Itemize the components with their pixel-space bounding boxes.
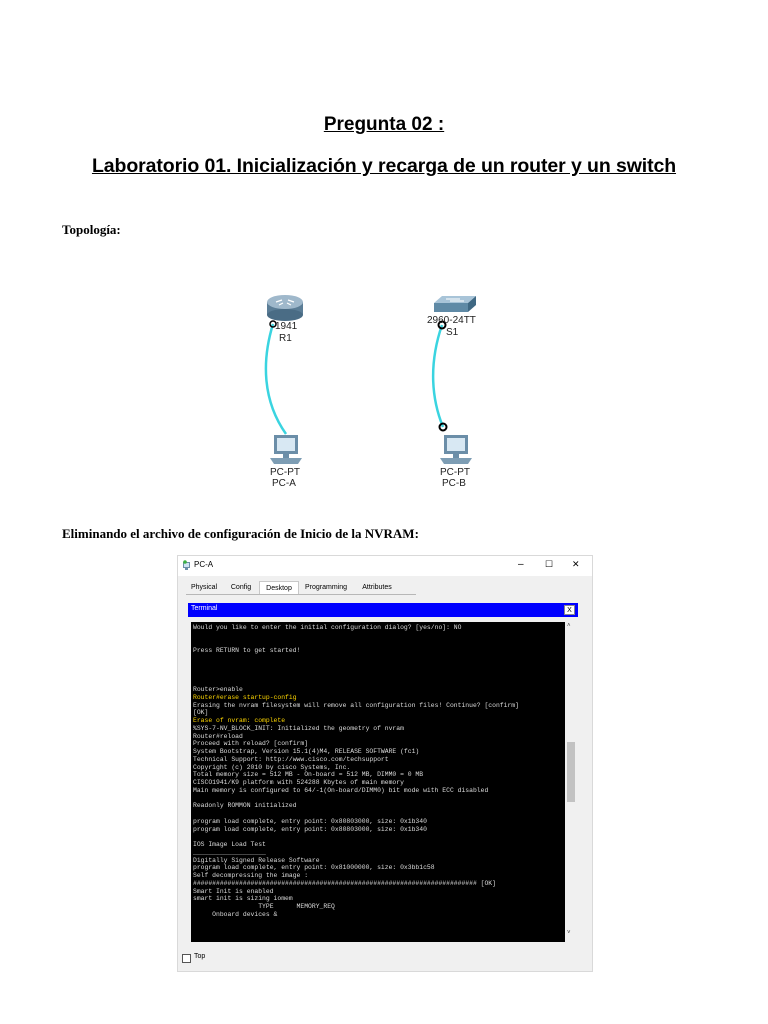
window-titlebar[interactable] — [178, 556, 592, 576]
app-icon — [182, 560, 192, 571]
terminal-line: [OK] — [193, 709, 209, 717]
terminal-line — [193, 671, 565, 679]
s1-name-label: S1 — [446, 327, 459, 338]
s1-port-dot — [439, 322, 446, 329]
question-title: Pregunta 02 : — [323, 114, 445, 135]
terminal-line — [193, 655, 565, 663]
r1-model-label: 1941 — [275, 321, 298, 332]
maximize-button[interactable]: ☐ — [545, 559, 554, 569]
terminal-line: program load complete, entry point: 0x80803000, size: 0x1b340 — [193, 825, 427, 833]
scroll-thumb[interactable] — [567, 742, 575, 802]
terminal-line: %SYS-7-NV_BLOCK_INIT: Initialized the geometry of nvram — [193, 724, 404, 732]
pcb-port-dot — [440, 424, 447, 431]
terminal-line: Router#reload — [193, 732, 243, 740]
pc-a-icon — [270, 435, 302, 464]
r1-port-dot — [270, 321, 276, 327]
close-button[interactable]: ✕ — [572, 559, 580, 569]
terminal-line: Erase of nvram: complete — [193, 717, 286, 724]
pc-a-window — [177, 555, 593, 972]
router-icon — [267, 295, 303, 321]
terminal-line: Total memory size = 512 MB - On-board = 512 MB, DIMM0 = 0 MB — [193, 771, 424, 779]
tab-programming[interactable]: Programming — [304, 584, 347, 591]
terminal-line: Erasing the nvram filesystem will remove all configuration files! Continue? [confirm] — [193, 701, 519, 709]
terminal-line: program load complete, entry point: 0x81000000, size: 0x3bb1c58 — [193, 864, 435, 872]
tab-attributes[interactable]: Attributes — [362, 584, 392, 591]
top-checkbox-label: Top — [194, 953, 206, 960]
minimize-button[interactable]: – — [518, 559, 524, 570]
terminal-line: Would you like to enter the initial configuration dialog? [yes/no]: NO — [193, 624, 462, 631]
terminal-line — [193, 810, 565, 818]
terminal-line: Smart Init is enabled — [193, 887, 274, 895]
terminal-line — [193, 632, 565, 640]
switch-icon — [434, 296, 476, 312]
pca-model-label: PC-PT — [270, 467, 300, 478]
terminal-line — [193, 663, 565, 671]
terminal-close-button[interactable]: X — [564, 605, 575, 615]
terminal-lines — [193, 624, 565, 919]
tab-physical[interactable]: Physical — [190, 584, 218, 591]
lab-title: Laboratorio 01. Inicialización y recarga de un router y un switch — [91, 155, 677, 177]
topology-heading: Topología: — [62, 222, 121, 237]
pca-name-label: PC-A — [272, 478, 296, 489]
terminal-line: Press RETURN to get started! — [193, 647, 301, 655]
terminal-line: CISCO1941/K9 platform with 524288 Kbytes of main memory — [193, 779, 404, 786]
terminal-line: System Bootstrap, Version 15.1(4)M4, RELEASE SOFTWARE (fc1) — [193, 748, 420, 755]
terminal-line: Onboard devices & — [193, 910, 278, 918]
tab-desktop[interactable]: Desktop — [259, 581, 299, 595]
tab-config[interactable]: Config — [230, 584, 252, 591]
terminal-line: Proceed with reload? [confirm] — [193, 740, 309, 748]
s1-model-label: 2960-24TT — [427, 315, 476, 326]
terminal-line: Copyright (c) 2010 by cisco Systems, Inc. — [193, 763, 351, 771]
terminal-line: Technical Support: http://www.cisco.com/techsupport — [193, 755, 389, 763]
link-s1-pcb — [433, 325, 443, 427]
terminal-line: Digitally Signed Release Software — [193, 856, 320, 864]
link-r1-pca — [266, 324, 286, 434]
terminal-line: Readonly ROMMON initialized — [193, 802, 297, 810]
terminal-line — [193, 833, 565, 841]
terminal-line: Router>enable — [193, 686, 243, 693]
terminal-line: IOS Image Load Test — [193, 841, 266, 848]
terminal-line — [193, 678, 565, 686]
terminal-line: Main memory is configured to 64/-1(On-board/DIMM0) bit mode with ECC disabled — [193, 786, 489, 794]
nvram-heading: Eliminando el archivo de configuración de Inicio de la NVRAM: — [62, 526, 419, 541]
terminal-line: ########################################################################## [OK] — [193, 879, 496, 887]
terminal-title: Terminal — [191, 605, 218, 612]
top-checkbox[interactable] — [182, 954, 191, 963]
r1-name-label: R1 — [279, 333, 292, 344]
terminal-line: Self decompressing the image : — [193, 872, 309, 879]
pc-b-icon — [440, 435, 472, 464]
terminal-line: Router#erase startup-config — [193, 693, 297, 701]
terminal-line: smart init is sizing iomem — [193, 895, 293, 903]
pcb-name-label: PC-B — [442, 478, 466, 489]
terminal-line — [193, 640, 565, 648]
terminal-titlebar — [188, 603, 578, 617]
terminal-line: TYPE MEMORY_REQ — [193, 903, 335, 910]
scroll-up-icon[interactable]: ˄ — [567, 623, 571, 629]
terminal-output[interactable] — [191, 622, 577, 942]
terminal-line: ___________________ — [193, 848, 266, 856]
pcb-model-label: PC-PT — [440, 467, 470, 478]
scroll-down-icon[interactable]: ˅ — [567, 930, 571, 936]
terminal-line: program load complete, entry point: 0x80803000, size: 0x1b340 — [193, 817, 427, 825]
tab-divider — [186, 594, 416, 595]
terminal-line — [193, 795, 565, 803]
terminal-scrollbar[interactable] — [565, 622, 577, 942]
window-title: PC-A — [194, 560, 214, 569]
